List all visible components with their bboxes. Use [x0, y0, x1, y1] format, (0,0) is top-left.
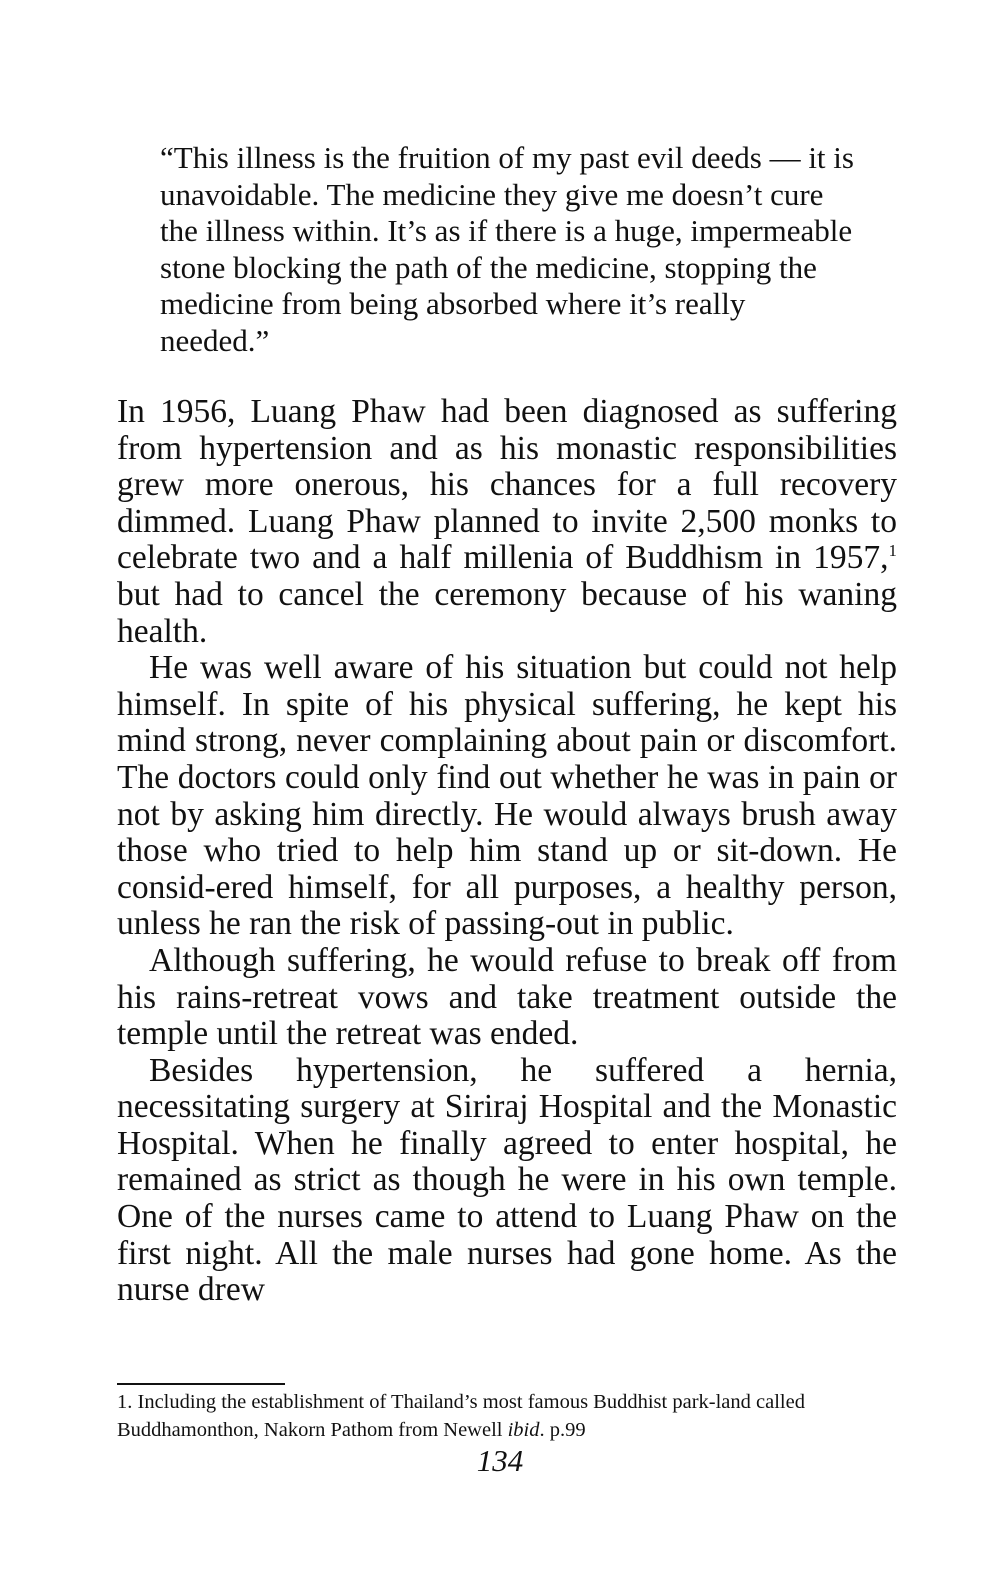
paragraph-1: [117, 394, 897, 650]
paragraph-2: He was well aware of his situation but could not help himself. In spite of his physical suffering, he kept his mind strong, never complaining about pain or discomfort. The doctors could only find out whether he was in pain or not by asking him directly. He would always brush away those who tried to help him stand up or sit-down. He consid-ered himself, for all purposes, a healthy person, unless he ran the risk of passing-out in public.: [117, 649, 897, 943]
main-text: [117, 394, 897, 1309]
footnote-text-a: 1. Including the establishment of Thailand’s most famous Buddhist park-land called Buddhamonthon, Nakorn Pathom from Newell: [117, 1391, 805, 1441]
footnote-italic: ibid: [507, 1419, 540, 1441]
paragraph-4: Besides hypertension, he suffered a hernia, necessitating surgery at Siriraj Hospital and the Monastic Hospital. When he finally agreed to enter hospital, he remained as strict as though he were in his own temple. One of the nurses came to attend to Luang Phaw on the first night. All the male nurses had gone home. As the nurse drew: [117, 1051, 897, 1309]
paragraph-1-text-b: but had to cancel the ceremony because of his waning health.: [117, 575, 897, 650]
block-quote: “This illness is the fruition of my past evil deeds — it is unavoidable. The medicine they give me doesn’t cure the illness within. It’s as if there is a huge, impermeable stone blocking the path of the medicine, stopping the medicine from being absorbed where it’s really needed.”: [160, 140, 854, 358]
footnote-reference: 1: [888, 541, 897, 561]
page-number: 134: [476, 1443, 524, 1478]
footnote-text-b: . p.99: [539, 1419, 586, 1441]
footnote-divider: [117, 1383, 285, 1385]
footnote: [117, 1388, 877, 1444]
paragraph-1-text-a: In 1956, Luang Phaw had been diagnosed as suffering from hypertension and as his monastic responsibilities grew more onerous, his chances for a full recovery dimmed. Luang Phaw planned to invite 2,500 monks to celebrate two and a half millenia of Buddhism in 1957,: [117, 393, 897, 577]
paragraph-3: Although suffering, he would refuse to break off from his rains-retreat vows and take treatment outside the temple until the retreat was ended.: [117, 941, 897, 1053]
